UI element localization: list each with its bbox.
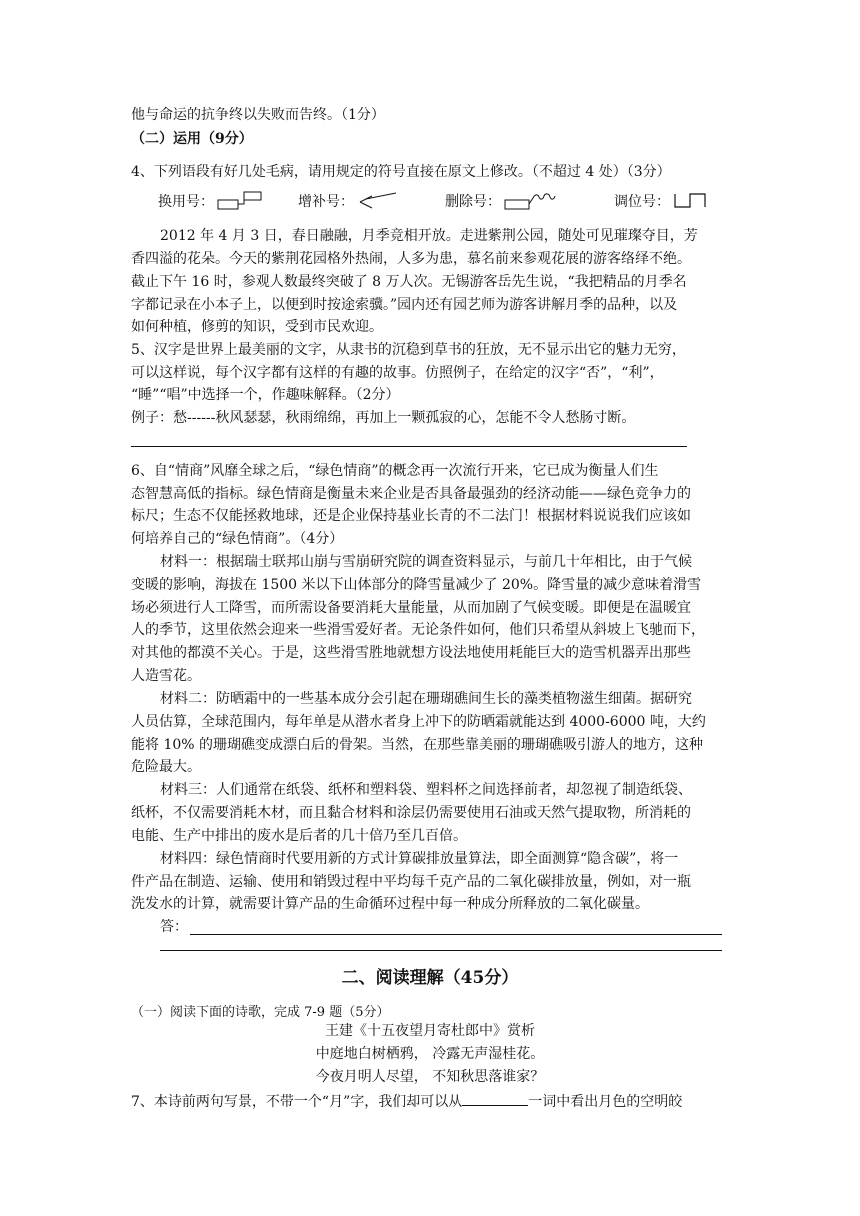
replace-symbol [158,190,264,212]
fill-blank[interactable] [462,1091,528,1106]
section-title: 二、阅读理解（45分） [341,968,519,988]
subsection-heading: （一）阅读下面的诗歌，完成 7-9 题（5分） [131,1005,390,1020]
insert-mark-icon [356,190,404,212]
replace-label: 换用号： [158,194,214,210]
example-line: 例子：愁------秋风瑟瑟，秋雨绵绵，再加上一颗孤寂的心，怎能不令人愁肠寸断。 [131,410,636,426]
text-line: 人员估算，全球范围内，每年单是从潜水者身上冲下的防晒霜就能达到 4000-6000 吨，大约 [131,714,706,730]
question-7-text: 7、本诗前两句写景，不带一个“月”字，我们却可以从 [131,1094,463,1110]
text-line: 变暖的影响，海拔在 1500 米以下山体部分的降雪量减少了 20%。降雪量的减少意味着滑雪 [131,577,702,593]
answer-label: 答： [160,919,188,935]
answer-line[interactable] [160,950,722,951]
text-line: 电能、生产中排出的废水是后者的几十倍乃至几百倍。 [131,828,467,844]
swap-label: 调位号： [614,194,670,210]
text-line: 字都记录在小本子上，以便到时按途索骥。”园内还有园艺师为游客讲解月季的品种，以及 [131,297,678,313]
text-line: 标尺；生态不仅能拯救地球，还是企业保持基业长青的不二法门！根据材料说说我们应该如 [131,508,691,524]
delete-symbol [445,190,563,212]
text-line: 香四溢的花朵。今天的紫荆花园格外热闹，人多为患，慕名前来参观花展的游客络绎不绝。 [131,251,691,267]
poem-line: 中庭地白树栖鸦， 冷露无声湿桂花。 [315,1046,545,1062]
poem-title: 王建《十五夜望月寄杜郎中》赏析 [325,1023,535,1039]
text-line: “睡”“唱”中选择一个，作趣味解释。（2分） [131,387,400,403]
question-4: 4、下列语段有好几处毛病，请用规定的符号直接在原文上修改。（不超过 4 处）（3分） [131,164,671,180]
swap-symbol [614,190,712,212]
text-line: 可以这样说，每个汉字都有这样的有趣的故事。仿照例子，在给定的汉字“否”，“利”， [131,365,664,381]
text-line: 场必须进行人工降雪，而所需设备要消耗大量能量，从而加剧了气候变暖。即便是在温暖宜 [131,600,691,616]
text-line: 危险最大。 [131,759,201,775]
material-3: 材料三：人们通常在纸袋、纸杯和塑料袋、塑料杯之间选择前者，却忽视了制造纸袋、 [160,782,692,798]
question-6: 6、自“情商”风靡全球之后，“绿色情商”的概念再一次流行开来，它已成为衡量人们生 [131,463,659,479]
replace-mark-icon [216,190,264,212]
question-5: 5、汉字是世界上最美丽的文字，从隶书的沉稳到草书的狂放，无不显示出它的魅力无穷， [131,342,686,358]
material-1: 材料一：根据瑞士联邦山崩与雪崩研究院的调查资料显示，与前几十年相比，由于气候 [160,554,692,570]
text-line: 如何种植，修剪的知识，受到市民欢迎。 [131,319,383,335]
material-4: 材料四：绿色情商时代要用新的方式计算碳排放量算法，即全面测算“隐含碳”，将一 [160,851,679,867]
text-line: 件产品在制造、运输、使用和销毁过程中平均每千克产品的二氧化碳排放量，例如，对一瓶 [131,874,691,890]
text-line: 人的季节，这里依然会迎来一些滑雪爱好者。无论条件如何，他们只希望从斜坡上飞驰而下， [131,622,705,638]
text-line: 对其他的都漠不关心。于是，这些滑雪胜地就想方设法地使用耗能巨大的造雪机器弄出那些 [131,645,691,661]
text-line: 截止下午 16 时，参观人数最终突破了 8 万人次。无锡游客岳先生说，“我把精品的月季名 [131,274,687,290]
insert-label: 增补号： [298,194,354,210]
delete-label: 删除号： [445,194,501,210]
answer-line[interactable] [131,446,687,447]
material-2: 材料二：防晒霜中的一些基本成分会引起在珊瑚礁间生长的藻类植物滋生细菌。据研究 [160,691,692,707]
text-line: 纸杯，不仅需要消耗木材，而且黏合材料和涂层仍需要使用石油或天然气提取物，所消耗的 [131,805,691,821]
swap-mark-icon [672,190,712,212]
answer-line[interactable] [190,934,722,935]
question-7 [131,1091,731,1112]
text-line: 人造雪花。 [131,668,201,684]
section-heading: （二）运用（9分） [131,131,253,147]
text-line: 何培养自己的“绿色情商”。（4分） [131,531,344,547]
question-7-text-cont: 一词中看出月色的空明皎 [528,1094,683,1110]
poem-line: 今夜月明人尽望， 不知秋思落谁家？ [315,1069,545,1085]
text-line: 能将 10% 的珊瑚礁变成漂白后的骨架。当然，在那些靠美丽的珊瑚礁吸引游人的地方，这种 [131,737,704,753]
text-line: 态智慧高低的指标。绿色情商是衡量未来企业是否具备最强劲的经济动能——绿色竞争力的 [131,486,691,502]
delete-mark-icon [503,190,563,212]
text-line: 洗发水的计算，就需要计算产品的生命循环过程中每一种成分所释放的二氧化碳量。 [131,896,649,912]
text-line: 他与命运的抗争终以失败而告终。（1分） [131,107,385,123]
correction-symbols [158,190,718,214]
text-line: 2012 年 4 月 3 日，春日融融，月季竞相开放。走进紫荆公园，随处可见璀璨夺目，芳 [160,228,698,244]
insert-symbol [298,190,404,212]
